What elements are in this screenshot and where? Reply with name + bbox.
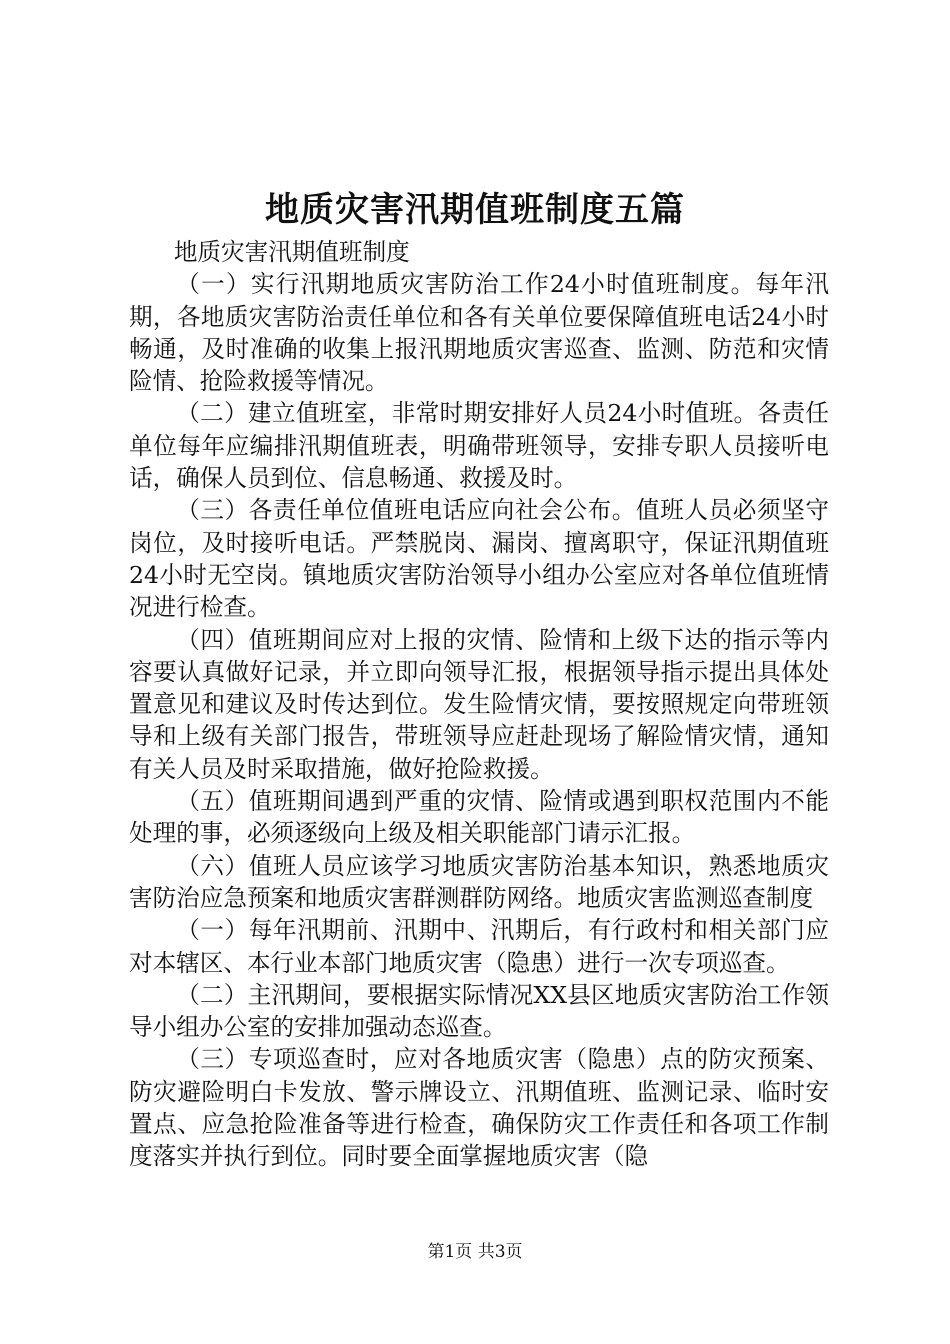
paragraph: （一）实行汛期地质灾害防治工作24小时值班制度。每年汛期，各地质灾害防治责任单位和各有关单位要保障值班电话24小时畅通，及时准确的收集上报汛期地质灾害巡查、监测、防范和灾情险情、抢险救援等情况。 bbox=[129, 270, 829, 396]
paragraph: （三）各责任单位值班电话应向社会公布。值班人员必须坚守岗位，及时接听电话。严禁脱岗、漏岗、擅离职守，保证汛期值班24小时无空岗。镇地质灾害防治领导小组办公室应对各单位值班情况进行检查。 bbox=[129, 496, 829, 622]
page-footer: 第1页 共3页 bbox=[427, 1242, 523, 1262]
paragraph: （四）值班期间应对上报的灾情、险情和上级下达的指示等内容要认真做好记录，并立即向领导汇报，根据领导指示提出具体处置意见和建议及时传达到位。发生险情灾情，要按照规定向带班领导和上级有关部门报告，带班领导应赶赴现场了解险情灾情，通知有关人员及时采取措施，做好抢险救援。 bbox=[129, 625, 829, 783]
paragraph: （二）主汛期间，要根据实际情况XX县区地质灾害防治工作领导小组办公室的安排加强动态巡查。 bbox=[129, 980, 829, 1042]
paragraph: （三）专项巡查时，应对各地质灾害（隐患）点的防灾预案、防灾避险明白卡发放、警示牌设立、汛期值班、监测记录、临时安置点、应急抢险准备等进行检查，确保防灾工作责任和各项工作制度落实并执行到位。同时要全面掌握地质灾害（隐 bbox=[129, 1045, 829, 1171]
paragraph: （二）建立值班室，非常时期安排好人员24小时值班。各责任单位每年应编排汛期值班表，明确带班领导，安排专职人员接听电话，确保人员到位、信息畅通、救援及时。 bbox=[129, 399, 829, 493]
section-heading: 地质灾害汛期值班制度 bbox=[173, 238, 410, 266]
paragraph: （一）每年汛期前、汛期中、汛期后，有行政村和相关部门应对本辖区、本行业本部门地质灾害（隐患）进行一次专项巡查。 bbox=[129, 916, 829, 977]
document-body bbox=[129, 236, 829, 1173]
paragraph: （五）值班期间遇到严重的灾情、险情或遇到职权范围内不能处理的事，必须逐级向上级及相关职能部门请示汇报。 bbox=[129, 787, 829, 848]
paragraph: （六）值班人员应该学习地质灾害防治基本知识，熟悉地质灾害防治应急预案和地质灾害群测群防网络。地质灾害监测巡查制度 bbox=[129, 851, 829, 912]
document-title: 地质灾害汛期值班制度五篇 bbox=[265, 190, 685, 230]
